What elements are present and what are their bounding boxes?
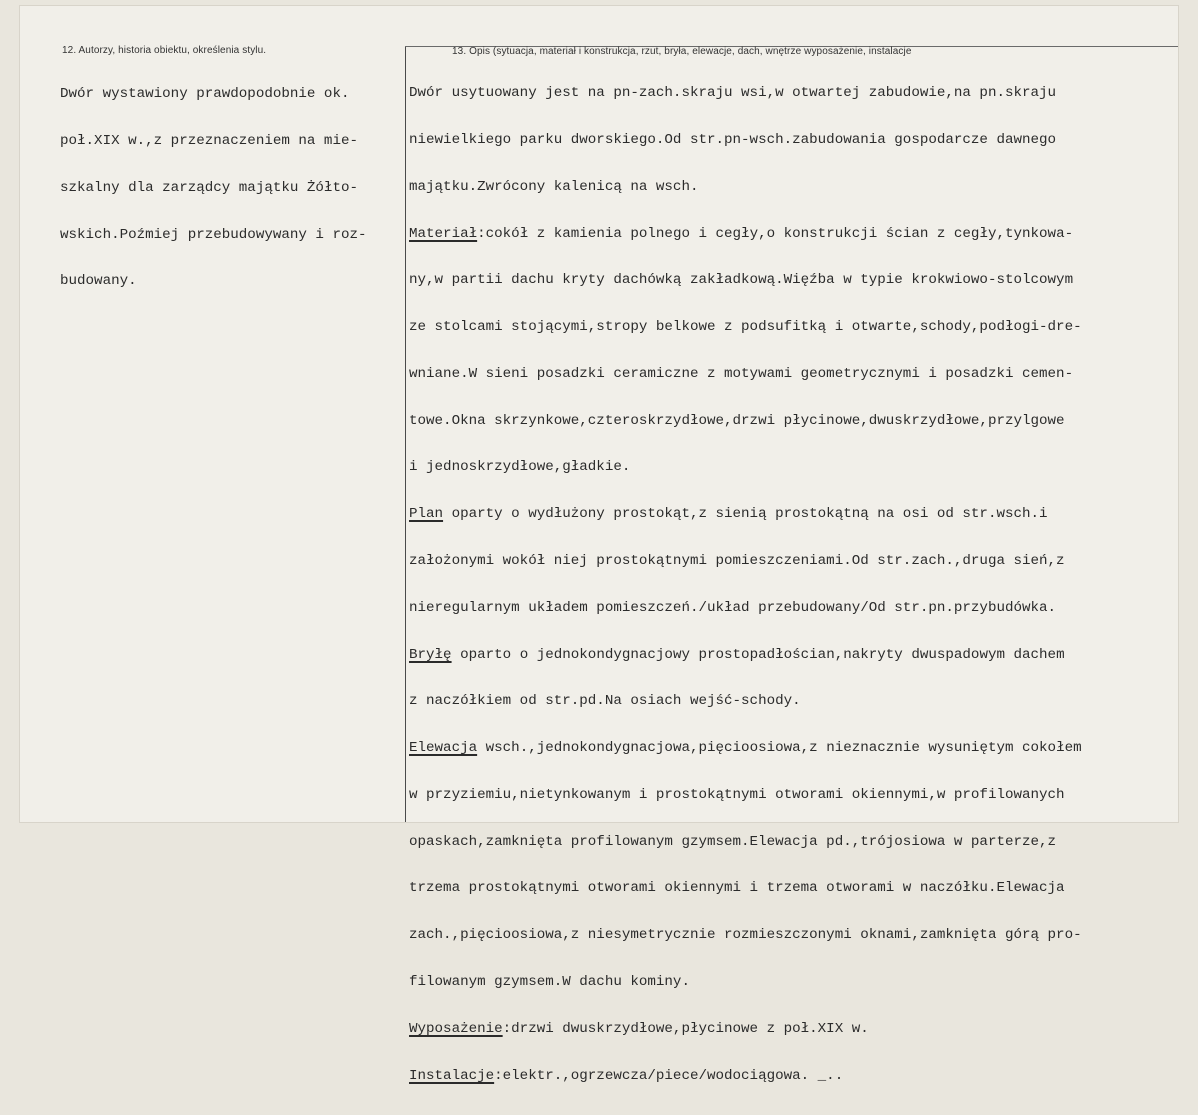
section-13-heading: 13. Opis (sytuacja, materiał i konstrukcja, rzut, bryła, elewacje, dach, wnętrze wyposażenie, instalacje <box>452 46 912 57</box>
section-13-text <box>409 55 1082 1115</box>
description-line: wniane.W sieni posadzki ceramiczne z motywami geometrycznymi i posadzki cemen- <box>409 365 1074 382</box>
description-line: ze stolcami stojącymi,stropy belkowe z podsufitką i otwarte,schody,podłogi-dre- <box>409 319 1082 336</box>
material-label: Materiał <box>409 225 478 242</box>
description-line: z naczółkiem od str.pd.Na osiach wejść-schody. <box>409 693 801 710</box>
plan-label: Plan <box>409 506 444 523</box>
description-line: założonymi wokół niej prostokątnymi pomieszczeniami.Od str.zach.,druga sień,z <box>409 553 1065 569</box>
form-label: Bryłę <box>409 646 452 663</box>
description-line: opaskach,zamknięta profilowanym gzymsem.Elewacja pd.,trójosiowa w parterze,z <box>409 833 1057 850</box>
description-line: ny,w partii dachu kryty dachówką zakładkową.Więźba w typie krokwiowo-stolcowym <box>409 272 1074 289</box>
description-line: nieregularnym układem pomieszczeń./układ przebudowany/Od str.pn.przybudówka. <box>409 599 1057 616</box>
column-divider <box>405 46 406 822</box>
description-line: majątku.Zwrócony kalenicą na wsch. <box>409 178 699 195</box>
section-12-heading: 12. Autorzy, historia obiektu, określenia stylu. <box>62 45 267 56</box>
history-line: budowany. <box>60 273 137 290</box>
history-line: Dwór wystawiony prawdopodobnie ok. <box>60 86 350 103</box>
record-card <box>20 6 1178 1084</box>
history-line: szkalny dla zarządcy majątku Żółto- <box>60 179 358 196</box>
description-line: Elewacja wsch.,jednokondygnacjowa,pięcioosiowa,z nieznacznie wysuniętym cokołem <box>409 740 1082 757</box>
elevation-label: Elewacja <box>409 740 478 757</box>
description-line: Plan oparty o wydłużony prostokąt,z sienią prostokątną na osi od str.wsch.i <box>409 506 1048 523</box>
installations-label: Instalacje <box>409 1067 495 1084</box>
description-line: niewielkiego parku dworskiego.Od str.pn-wsch.zabudowania gospodarcze dawnego <box>409 131 1057 148</box>
description-line: filowanym gzymsem.W dachu kominy. <box>409 974 690 991</box>
description-line: Instalacje:elektr.,ogrzewcza/piece/wodociągowa. _.. <box>409 1067 844 1084</box>
description-line: Wyposażenie:drzwi dwuskrzydłowe,płycinowe z poł.XIX w. <box>409 1020 869 1037</box>
description-line: Bryłę oparto o jednokondygnacjowy prostopadłościan,nakryty dwuspadowym dachem <box>409 646 1065 663</box>
description-line: towe.Okna skrzynkowe,czteroskrzydłowe,drzwi płycinowe,dwuskrzydłowe,przylgowe <box>409 412 1065 429</box>
description-line: trzema prostokątnymi otworami okiennymi i trzema otworami w naczółku.Elewacja <box>409 880 1065 897</box>
section-12-text <box>60 56 367 321</box>
equipment-label: Wyposażenie <box>409 1020 503 1037</box>
description-line: zach.,pięcioosiowa,z niesymetrycznie rozmieszczonymi oknami,zamknięta górą pro- <box>409 927 1082 944</box>
description-line: w przyziemiu,nietynkowanym i prostokątnymi otworami okiennymi,w profilowanych <box>409 786 1065 803</box>
description-line: i jednoskrzydłowe,gładkie. <box>409 459 631 476</box>
history-line: wskich.Poźmiej przebudowywany i roz- <box>60 226 367 243</box>
description-line: Dwór usytuowany jest na pn-zach.skraju wsi,w otwartej zabudowie,na pn.skraju <box>409 85 1057 102</box>
description-line: Materiał:cokół z kamienia polnego i cegły,o konstrukcji ścian z cegły,tynkowa- <box>409 225 1074 242</box>
history-line: poł.XIX w.,z przeznaczeniem na mie- <box>60 132 358 149</box>
